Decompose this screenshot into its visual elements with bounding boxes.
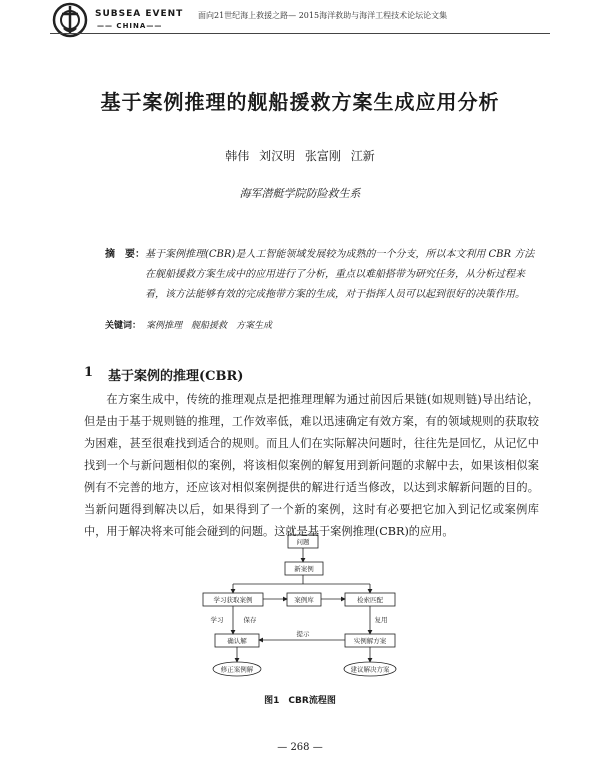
edge-reuse-label: 复用 [374, 616, 388, 624]
article-title: 基于案例推理的舰船援救方案生成应用分析 [100, 90, 500, 114]
node-problem: 问题 [296, 538, 310, 546]
header-divider [50, 33, 550, 34]
node-confirm: 确认解 [227, 637, 247, 645]
node-repair-case: 修正案例解 [220, 665, 254, 674]
authors: 韩伟 刘汉明 张富刚 江新 [225, 149, 375, 163]
cbr-flowchart [195, 532, 415, 687]
abstract-text: 基于案例推理(CBR)是人工智能领域发展较为成熟的一个分支，所以本文利用 CBR 方法在舰船援救方案生成中的应用进行了分析，重点以难船搭带为研究任务，从分析过程来看，该方法能够有效的完成拖带方案的生成，对于指挥人员可以起到很好的决策作用。 [145, 249, 535, 300]
figure-caption: 图1 CBR流程图 [264, 696, 336, 706]
affiliation: 海军潜艇学院防险救生系 [239, 187, 361, 200]
abstract-label: 摘 要： [105, 249, 145, 260]
keywords-text: 案例推理 舰船援救 方案生成 [146, 321, 273, 331]
edge-learn-label: 学习 [210, 616, 224, 624]
node-new-case: 新案例 [294, 565, 314, 573]
section-number: 1 [84, 365, 94, 380]
conference-header: 面向21世纪海上救援之路— 2015海洋救助与海洋工程技术论坛论文集 [198, 11, 448, 20]
page-number: — 268 — [277, 742, 323, 753]
node-case-base: 案例库 [294, 596, 314, 604]
node-suggested-solution: 建议解决方案 [350, 665, 390, 674]
node-suggest: 实例解方案 [353, 637, 387, 645]
body-paragraph: 在方案生成中，传统的推理观点是把推理理解为通过前因后果链(如规则链)导出结论，但是由于基于规则链的推理，工作效率低，难以迅速确定有效方案，有的领域规则的获取较为困难，甚至很难找到适合的规则。而且人们在实际解决问题时，往往先是回忆，从记忆中找到一个与新问题相似的案例，将该相似案例的解复用到新问题的求解中去，如果该相似案例有不完善的地方，还应该对相似案例提供的解进行适当修改，以达到求解新问题的目的。当新问题得到解决以后，如果得到了一个新的案例，这时有必要把它加入到记忆或案例库中，用于解决将来可能会碰到的问题。这就是基于案例推理(CBR)的应用。 [84, 393, 539, 538]
edge-prompt-label: 提示 [296, 630, 310, 638]
section-title: 基于案例的推理(CBR) [108, 369, 244, 384]
edge-store-label: 保存 [243, 616, 257, 624]
brand-country: —— CHINA—— [97, 22, 163, 30]
node-learn-case: 学习获取案例 [213, 596, 253, 604]
brand-name: SUBSEA EVENT [95, 9, 184, 19]
keywords-label: 关键词： [105, 321, 142, 331]
node-retrieve: 检索匹配 [357, 596, 383, 604]
